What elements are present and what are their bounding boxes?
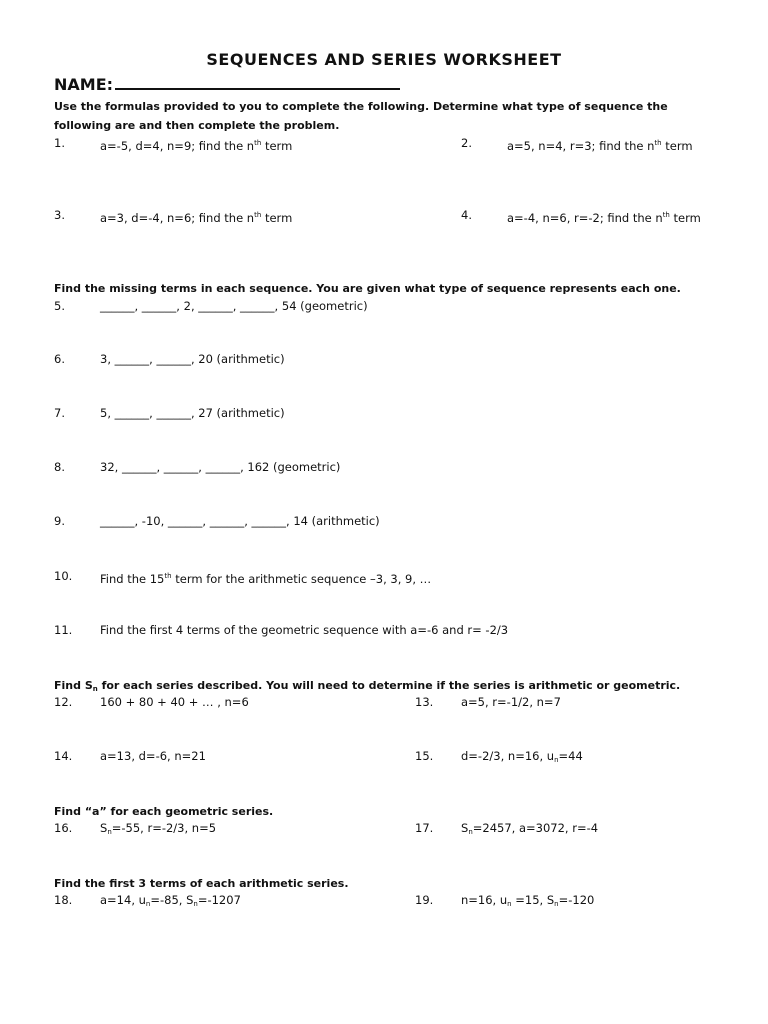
problem-number: 7. — [54, 406, 65, 420]
problem-text: 5, ______, ______, 27 (arithmetic) — [100, 406, 285, 420]
worksheet-title: SEQUENCES AND SERIES WORKSHEET — [206, 50, 562, 69]
problem-text: 32, ______, ______, ______, 162 (geometric) — [100, 460, 341, 474]
problem-number: 18. — [54, 893, 73, 907]
problem-number: 1. — [54, 136, 65, 150]
name-label: NAME: — [54, 75, 114, 94]
find-sn-heading: Find $S_n$ for each series described. You will need to determine if the series is arithmetic or geometric. — [54, 679, 681, 693]
problem-text: $S_n=2457$, a=3072, r=-4 — [461, 821, 599, 836]
problem-text: a=-5, d=4, n=9; find the $n^{th}$ term — [100, 139, 293, 153]
intro-line-1: Use the formulas provided to you to complete the following. Determine what type of sequence the — [54, 100, 668, 113]
problem-number: 15. — [415, 749, 434, 763]
problem-number: 3. — [54, 208, 65, 222]
problem-text: ______, -10, ______, ______, ______, 14 (arithmetic) — [100, 514, 380, 528]
problem-text: a=-4, n=6, r=-2; find the $n^{th}$ term — [507, 211, 701, 225]
problem-text: Find the 15th term for the arithmetic sequence –3, 3, 9, … — [100, 572, 432, 586]
missing-terms-heading: Find the missing terms in each sequence. You are given what type of sequence represents each one. — [54, 282, 681, 295]
problem-number: 8. — [54, 460, 65, 474]
problem-number: 17. — [415, 821, 434, 835]
problem-number: 10. — [54, 569, 73, 583]
problem-text: d=-2/3, n=16, $u_n=44$ — [461, 749, 583, 764]
problem-text: 160 + 80 + 40 + … , n=6 — [100, 695, 249, 709]
problem-number: 4. — [461, 208, 472, 222]
find-a-heading: Find “a” for each geometric series. — [54, 805, 274, 818]
problem-text: 3, ______, ______, 20 (arithmetic) — [100, 352, 285, 366]
problem-number: 12. — [54, 695, 73, 709]
first-three-terms-heading: Find the first 3 terms of each arithmetic series. — [54, 877, 349, 890]
problem-number: 9. — [54, 514, 65, 528]
problem-text: ______, ______, 2, ______, ______, 54 (geometric) — [100, 299, 368, 313]
problem-number: 5. — [54, 299, 65, 313]
problem-number: 19. — [415, 893, 434, 907]
problem-text: $S_n=-55$, r=-2/3, n=5 — [100, 821, 217, 836]
problem-text: Find the first 4 terms of the geometric sequence with a=-6 and r= -2/3 — [100, 623, 509, 637]
problem-number: 13. — [415, 695, 434, 709]
problem-number: 2. — [461, 136, 472, 150]
problem-text: n=16, $u_n =15$, $S_n=-120$ — [461, 893, 595, 908]
problem-text: a=13, d=-6, n=21 — [100, 749, 206, 763]
name-field-row — [54, 72, 400, 94]
problem-text: a=5, r=-1/2, n=7 — [461, 695, 561, 709]
problem-text: a=14, $u_n=-85$, $S_n=-1207$ — [100, 893, 241, 908]
problem-number: 11. — [54, 623, 73, 637]
intro-line-2: following are and then complete the problem. — [54, 119, 340, 132]
problem-number: 16. — [54, 821, 73, 835]
problem-text: a=3, d=-4, n=6; find the $n^{th}$ term — [100, 211, 293, 225]
intro-instructions — [54, 97, 724, 135]
problem-number: 14. — [54, 749, 73, 763]
problem-number: 6. — [54, 352, 65, 366]
problem-text: a=5, n=4, r=3; find the $n^{th}$ term — [507, 139, 693, 153]
name-blank-line[interactable] — [115, 72, 400, 90]
